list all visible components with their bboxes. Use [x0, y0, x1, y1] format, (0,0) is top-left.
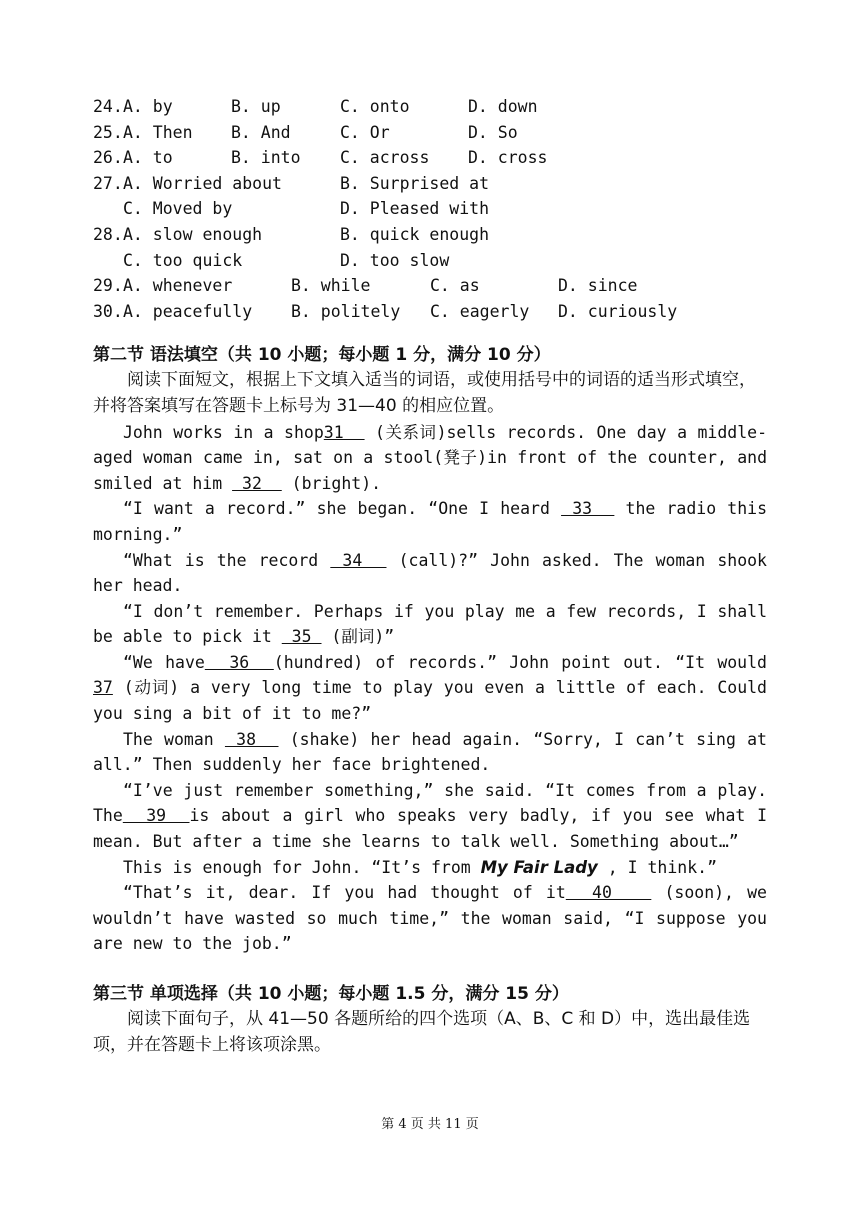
option-c: C. across	[340, 148, 430, 168]
blank-34: 34	[330, 550, 387, 570]
option-row	[93, 145, 767, 171]
blank-40: 40	[565, 883, 652, 903]
option-row	[93, 171, 767, 197]
option-row	[93, 120, 767, 146]
page-content	[93, 94, 767, 1058]
option-b: B. up	[231, 97, 281, 116]
option-c: C. onto	[340, 97, 410, 116]
question-number: 27.	[93, 173, 123, 193]
blank-39: 39	[122, 806, 190, 826]
passage-paragraph: “I don’t remember. Perhaps if you play me a few records, I shall be able to pick it 35 (副词)”	[93, 601, 767, 647]
option-a: A. whenever	[123, 276, 233, 296]
passage-paragraph: “What is the record 34 (call)?” John asked. The woman shook her head.	[93, 550, 767, 596]
option-row	[93, 248, 767, 274]
question-number: 26.	[93, 148, 123, 168]
question-number: 30.	[93, 301, 123, 321]
option-c: C. eagerly	[430, 301, 530, 321]
passage-paragraph: “I want a record.” she began. “One I heard 33 the radio this morning.”	[93, 499, 768, 544]
question-number: 25.	[93, 122, 123, 142]
option-row	[93, 273, 767, 299]
question-number: 24.	[93, 97, 123, 116]
option-a: C. Moved by	[123, 199, 233, 219]
option-c: C. as	[430, 276, 480, 296]
section2-instruction: 阅读下面短文，根据上下文填入适当的词语，或使用括号中的词语的适当形式填空，并将答案填写在答题卡上标号为 31—40 的相应位置。	[93, 370, 756, 416]
section3-instruction: 阅读下面句子，从 41—50 各题所给的四个选项（A、B、C 和 D）中，选出最佳选项，并在答题卡上将该项涂黑。	[93, 1009, 751, 1055]
blank-32: 32	[232, 473, 282, 493]
option-b: B. Surprised at	[340, 173, 490, 193]
option-b: B. quick enough	[340, 224, 490, 244]
blank-33: 33	[561, 499, 615, 519]
passage-paragraph: “We have 36 (hundred) of records.” John point out. “It would 37 (动词) a very long time to play you even a little of each. Could you sing a bit of it to me?”	[93, 652, 767, 724]
option-b: B. politely	[291, 301, 401, 321]
passage-paragraph: This is enough for John. “It’s from My Fair Lady , I think.”	[123, 857, 718, 877]
option-d: D. curiously	[558, 301, 678, 321]
blank-31: 31	[323, 422, 365, 442]
option-d: D. cross	[468, 148, 548, 168]
question-number: 28.	[93, 224, 123, 244]
option-a: A. to	[123, 148, 173, 168]
passage-paragraph: The woman 38 (shake) her head again. “Sorry, I can’t sing at all.” Then suddenly her face brightened.	[93, 729, 767, 775]
answer-options	[93, 94, 767, 324]
option-b: D. Pleased with	[340, 199, 490, 219]
blank-38: 38	[224, 729, 279, 749]
option-row	[93, 299, 767, 325]
option-row	[93, 94, 767, 120]
blank-36: 36	[204, 652, 274, 672]
option-d: D. since	[558, 276, 638, 296]
option-c: C. Or	[340, 122, 390, 142]
option-b: D. too slow	[340, 250, 450, 270]
option-b: B. into	[231, 148, 301, 168]
option-row	[93, 196, 767, 222]
option-a: A. slow enough	[123, 224, 263, 244]
option-row	[93, 222, 767, 248]
section2-heading: 第二节 语法填空（共 10 小题；每小题 1 分，满分 10 分）	[93, 345, 551, 366]
passage-paragraph: John works in a shop31 (关系词)sells records. One day a middle-aged woman came in, sat on a stool(凳子)in front of the counter, and smiled at him 32 (bright).	[93, 422, 767, 493]
option-a: A. peacefully	[123, 301, 253, 321]
option-d: D. down	[468, 97, 538, 116]
option-a: A. Then	[123, 122, 193, 142]
option-b: B. And	[231, 122, 291, 142]
blank-37: 37	[93, 678, 113, 698]
option-a: A. Worried about	[123, 173, 282, 193]
option-b: B. while	[291, 276, 371, 296]
option-a: C. too quick	[123, 250, 243, 270]
page-footer: 第 4 页 共 11 页	[381, 1117, 479, 1132]
passage-paragraph: “I’ve just remember something,” she said. “It comes from a play. The 39 is about a girl who speaks very badly, if you see what I mean. But after a time she learns to talk well. Something about…”	[93, 780, 768, 852]
play-title: My Fair Lady	[480, 857, 598, 877]
passage-paragraph: “That’s it, dear. If you had thought of it 40 (soon), we wouldn’t have wasted so much time,” the woman said, “I suppose you are new to the job.”	[93, 883, 767, 954]
blank-35: 35	[281, 627, 322, 647]
option-d: D. So	[468, 122, 518, 142]
section3-heading: 第三节 单项选择（共 10 小题；每小题 1.5 分，满分 15 分）	[93, 984, 569, 1004]
option-a: A. by	[123, 97, 173, 116]
question-number: 29.	[93, 276, 123, 296]
